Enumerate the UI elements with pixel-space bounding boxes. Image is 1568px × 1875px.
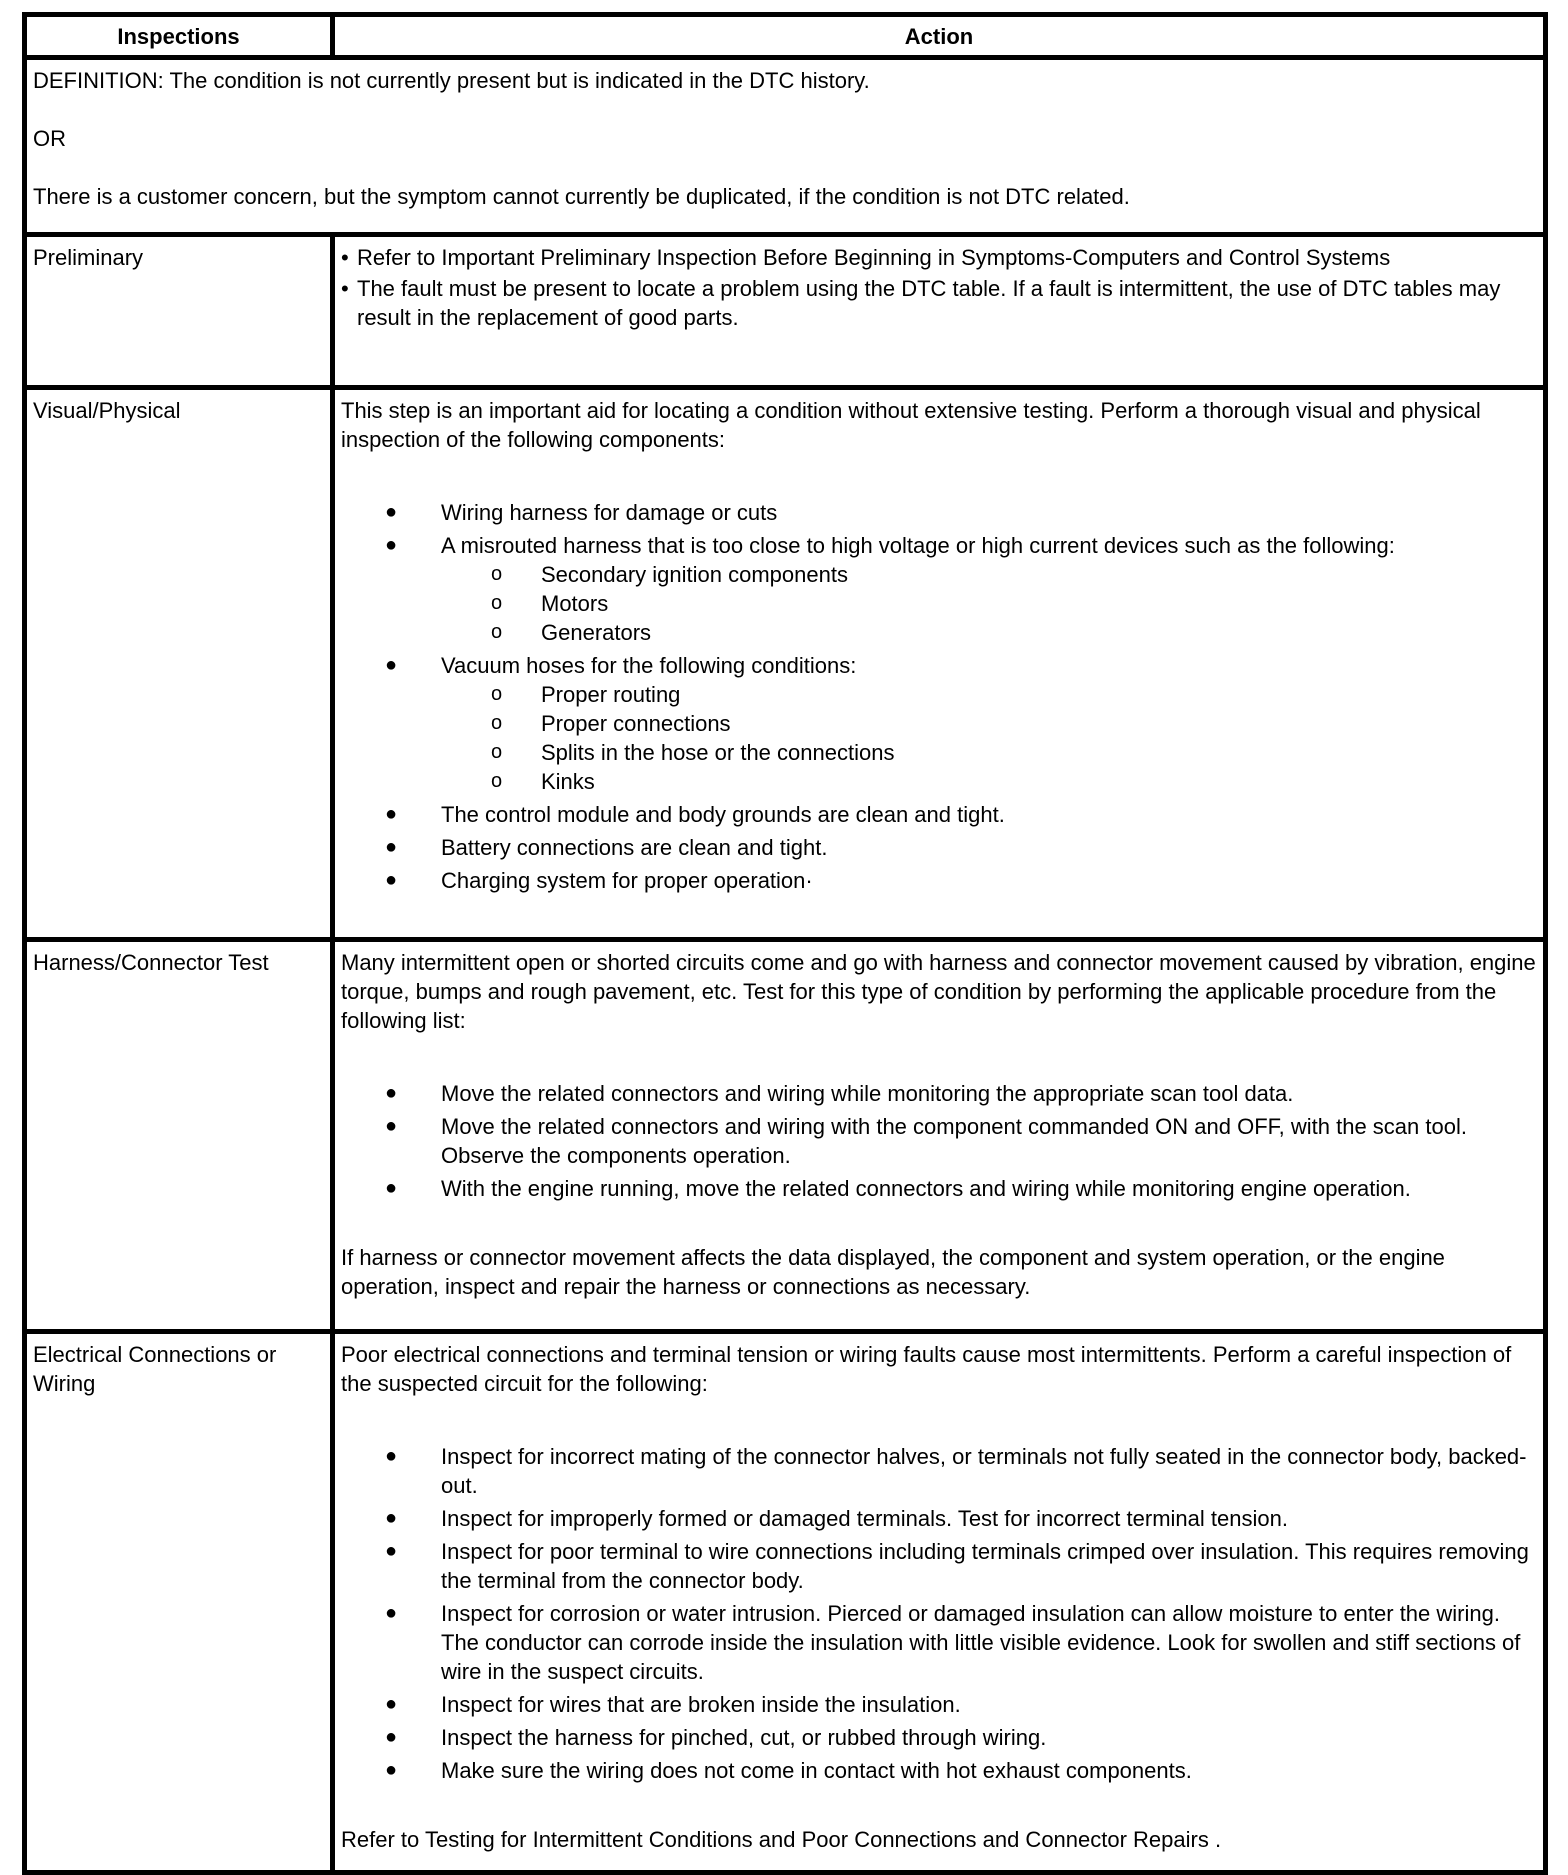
bullet-icon: ● (385, 501, 398, 523)
list-item: ● Move the related connectors and wiring with the component commanded ON and OFF, with the scan tool. Observe the components operation. (385, 1114, 1467, 1168)
bullet-icon: ● (385, 1507, 398, 1529)
bullet-icon: ● (385, 869, 398, 891)
sub-list-item: o Kinks (491, 769, 595, 794)
inspection-label: Preliminary (25, 235, 333, 388)
list-item: ● Inspect for corrosion or water intrusion. Pierced or damaged insulation can allow moisture to enter the wiring. The conductor can corrode inside the insulation with little visible evidence. Look for swollen and stiff sections of wire in the suspect circuits. (385, 1601, 1521, 1684)
list-item: • The fault must be present to locate a problem using the DTC table. If a fault is intermittent, the use of DTC tables may result in the replacement of good parts. (341, 274, 1537, 332)
preliminary-list (341, 243, 1537, 332)
list-item: ● Inspect for improperly formed or damaged terminals. Test for incorrect terminal tension. (385, 1506, 1288, 1531)
bullet-icon: ● (385, 1082, 398, 1104)
table-header-row (25, 15, 1546, 58)
bullet-icon: ● (385, 1602, 398, 1624)
list-item: ● Wiring harness for damage or cuts (385, 500, 778, 525)
list-item: ● Move the related connectors and wiring while monitoring the appropriate scan tool data. (385, 1081, 1294, 1106)
sub-list (441, 560, 1537, 647)
sub-list-item: o Secondary ignition components (491, 562, 848, 587)
column-header-action: Action (333, 15, 1546, 58)
inspection-label: Visual/Physical (25, 388, 333, 940)
list-item: ● With the engine running, move the related connectors and wiring while monitoring engine operation. (385, 1176, 1411, 1201)
circle-bullet-icon: o (491, 592, 503, 614)
bullet-icon: ● (385, 654, 398, 676)
action-cell (333, 1332, 1546, 1873)
list-item: ● A misrouted harness that is too close to high voltage or high current devices such as the following: o Secondary ignition components o Motors o Generators (441, 531, 1537, 647)
electrical-list (341, 1442, 1537, 1785)
circle-bullet-icon: o (491, 712, 503, 734)
table-row-visual-physical (25, 388, 1546, 940)
column-header-inspections: Inspections (25, 15, 333, 58)
list-item: ● Battery connections are clean and tight. (385, 835, 828, 860)
list-item: ● Charging system for proper operation· (385, 868, 813, 893)
electrical-outro: Refer to Testing for Intermittent Conditions and Poor Connections and Connector Repairs . (341, 1827, 1222, 1852)
bullet-icon: ● (385, 1540, 398, 1562)
sub-list-item: o Splits in the hose or the connections (491, 740, 895, 765)
bullet-icon: ● (385, 1177, 398, 1199)
sub-list-item: o Proper connections (491, 711, 731, 736)
inspection-label: Harness/Connector Test (25, 940, 333, 1332)
visual-intro: This step is an important aid for locating a condition without extensive testing. Perform a thorough visual and physical inspection of the following components: (341, 398, 1481, 452)
bullet-icon: ● (385, 836, 398, 858)
circle-bullet-icon: o (491, 770, 503, 792)
circle-bullet-icon: o (491, 621, 503, 643)
bullet-icon: ● (385, 1693, 398, 1715)
table-row-electrical-connections (25, 1332, 1546, 1873)
bullet-icon: ● (385, 534, 398, 556)
harness-list (341, 1079, 1537, 1203)
bullet-icon: ● (385, 1759, 398, 1781)
harness-outro: If harness or connector movement affects the data displayed, the component and system operation, or the engine operation, inspect and repair the harness or connections as necessary. (341, 1245, 1445, 1299)
list-item: ● Inspect for incorrect mating of the connector halves, or terminals not fully seated in the connector body, backed-out. (385, 1444, 1527, 1498)
action-cell (333, 940, 1546, 1332)
sub-list (441, 680, 1537, 796)
table-row-harness-connector-test (25, 940, 1546, 1332)
definition-cell (25, 58, 1546, 235)
action-cell (333, 388, 1546, 940)
list-item: ● The control module and body grounds are clean and tight. (385, 802, 1005, 827)
bullet-icon: ● (385, 1115, 398, 1137)
list-item: ● Inspect the harness for pinched, cut, or rubbed through wiring. (385, 1725, 1047, 1750)
bullet-icon: ● (385, 1445, 398, 1467)
bullet-icon: ● (385, 803, 398, 825)
definition-text: DEFINITION: The condition is not currently present but is indicated in the DTC history. (33, 68, 870, 93)
list-item: ● Make sure the wiring does not come in contact with hot exhaust components. (385, 1758, 1192, 1783)
table-row-preliminary (25, 235, 1546, 388)
list-item: ● Vacuum hoses for the following conditions: o Proper routing o Proper connections o Splits in the hose or the connections o Kinks (441, 651, 1537, 796)
visual-list (341, 498, 1537, 895)
bullet-icon: ● (385, 1726, 398, 1748)
list-item: ● Inspect for wires that are broken inside the insulation. (385, 1692, 961, 1717)
inspection-table (22, 12, 1548, 1875)
definition-alt-text: There is a customer concern, but the symptom cannot currently be duplicated, if the condition is not DTC related. (33, 184, 1130, 209)
electrical-intro: Poor electrical connections and terminal tension or wiring faults cause most intermittents. Perform a careful inspection of the suspected circuit for the following: (341, 1342, 1512, 1396)
circle-bullet-icon: o (491, 683, 503, 705)
sub-list-item: o Generators (491, 620, 652, 645)
definition-or: OR (33, 126, 66, 151)
circle-bullet-icon: o (491, 563, 503, 585)
list-item: ● Inspect for poor terminal to wire connections including terminals crimped over insulation. This requires removing the terminal from the connector body. (385, 1539, 1529, 1593)
circle-bullet-icon: o (491, 741, 503, 763)
definition-row (25, 58, 1546, 235)
harness-intro: Many intermittent open or shorted circuits come and go with harness and connector movement caused by vibration, engine torque, bumps and rough pavement, etc. Test for this type of condition by performing the applicable procedure from the following list: (341, 950, 1536, 1033)
action-cell (333, 235, 1546, 388)
sub-list-item: o Proper routing (491, 682, 681, 707)
sub-list-item: o Motors (491, 591, 609, 616)
inspection-label: Electrical Connections or Wiring (25, 1332, 333, 1873)
list-item: • Refer to Important Preliminary Inspection Before Beginning in Symptoms-Computers and Control Systems (341, 243, 1537, 272)
